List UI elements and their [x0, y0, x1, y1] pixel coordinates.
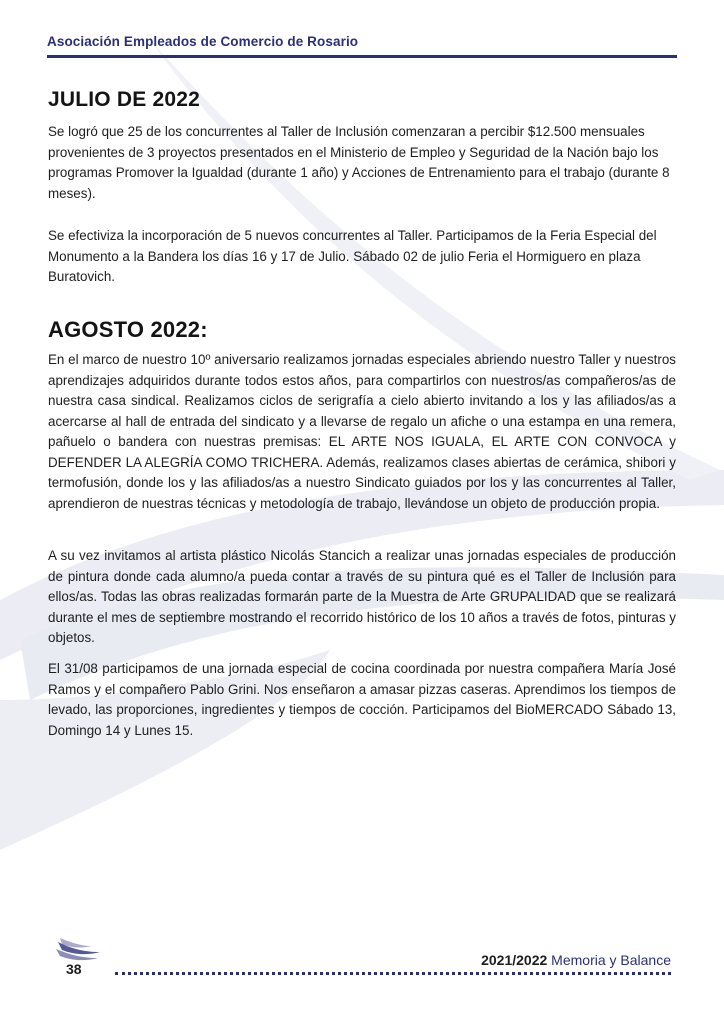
footer-year: 2021/2022	[481, 952, 548, 968]
footer-caption	[481, 952, 671, 968]
section-paragraph: A su vez invitamos al artista plástico Nicolás Stancich a realizar unas jornadas especiales de producción de pintura donde cada alumno/a pueda contar a través de su pintura qué es el Taller de Inclusión para ellos/as. Todas las obras realizadas formarán parte de la Muestra de Arte GRUPALIDAD que se realizará durante el mes de septiembre mostrando el recorrido histórico de los 10 años a través de fotos, pinturas y objetos.	[48, 548, 676, 645]
section-paragraph: Se efectiviza la incorporación de 5 nuevos concurrentes al Taller. Participamos de la Feria Especial del Monumento a la Bandera los días 16 y 17 de Julio. Sábado 02 de julio Feria el Hormiguero en plaza Buratovich.	[48, 228, 657, 284]
page-header	[47, 34, 677, 58]
page-number: 38	[66, 961, 82, 977]
section-paragraph: En el marco de nuestro 10º aniversario realizamos jornadas especiales abriendo nuestro Taller y nuestros aprendizajes adquiridos durante todos estos años, para compartirlos con nuestros/as compañeros/as de nuestra casa sindical. Realizamos ciclos de serigrafía a cielo abierto invitando a los y las afiliados/as a acercarse al hall de entrada del sindicato y a llevarse de regalo un afiche o una estampa en una remera, pañuelo o bandera con nuestras premisas: EL ARTE NOS IGUALA, EL ARTE CON CONVOCA y DEFENDER LA ALEGRÍA COMO TRICHERA. Además, realizamos clases abiertas de cerámica, shibori y termofusión, donde los y las afiliados/as a nuestro Sindicato guiados por los y las concurrentes al Taller, aprendieron de nuestras técnicas y metodología de trabajo, llevándose un objeto de producción propia.	[48, 352, 676, 511]
footer-label: Memoria y Balance	[551, 952, 671, 968]
header-divider	[47, 55, 677, 58]
header-title: Asociación Empleados de Comercio de Rosario	[47, 34, 359, 49]
section-title-agosto: AGOSTO 2022:	[48, 317, 208, 342]
footer-dotted-rule	[115, 972, 671, 975]
section-paragraph: Se logró que 25 de los concurrentes al Taller de Inclusión comenzaran a percibir $12.500 mensuales provenientes de 3 proyectos presentados en el Ministerio de Empleo y Seguridad de la Nación bajo los programas Promover la Igualdad (durante 1 año) y Acciones de Entrenamiento para el trabajo (durante 8 meses).	[48, 124, 670, 201]
page-footer	[0, 930, 724, 990]
section-title-julio: JULIO DE 2022	[48, 88, 200, 111]
section-paragraph: El 31/08 participamos de una jornada especial de cocina coordinada por nuestra compañera María José Ramos y el compañero Pablo Grini. Nos enseñaron a amasar pizzas caseras. Aprendimos los tiempos de levado, las proporciones, ingredientes y tiempos de cocción. Participamos del BioMERCADO Sábado 13, Domingo 14 y Lunes 15.	[48, 661, 676, 738]
